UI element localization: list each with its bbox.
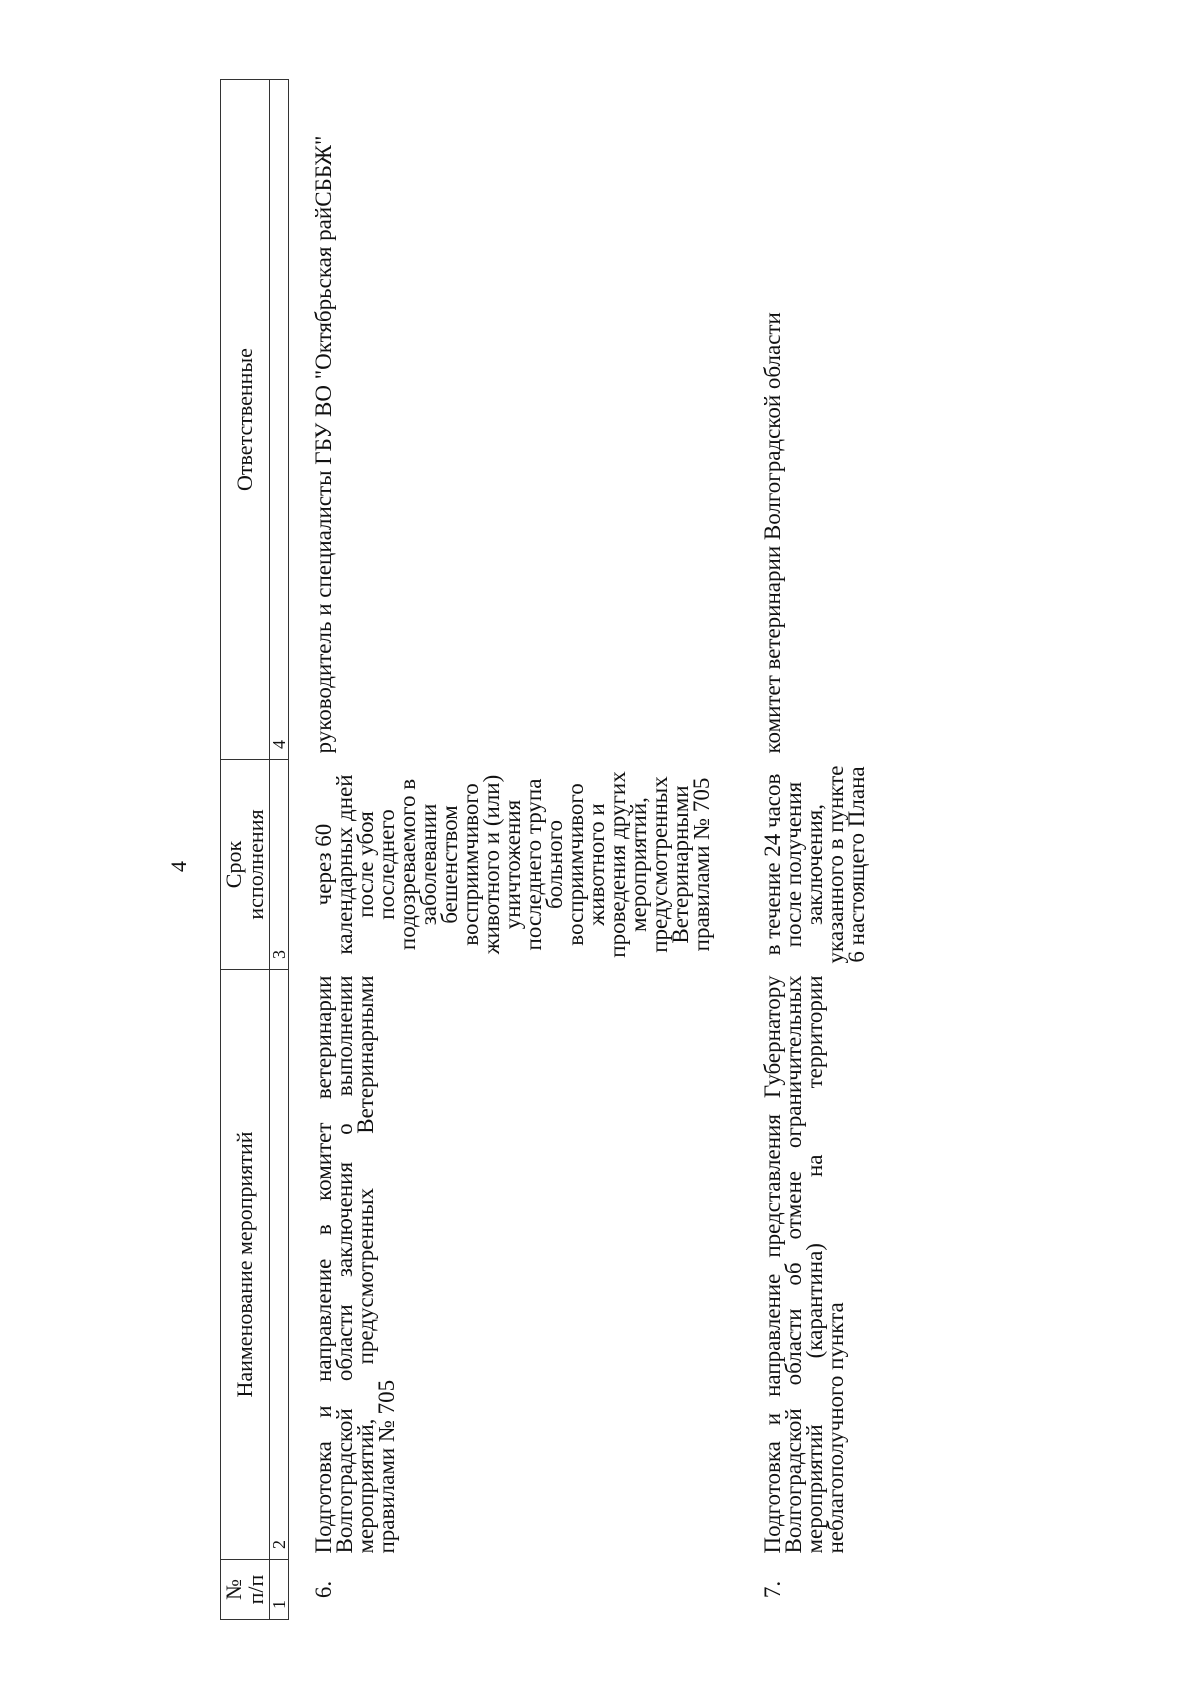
table-header-row [221, 80, 270, 1620]
table-row [738, 80, 893, 1620]
column-number: 2 [270, 970, 289, 1560]
row-name: Подготовка и направление представления Губернатору Волгоградской области об отмене ограничительных мероприятий (карантина) на территории неблагополучного пункта [760, 975, 848, 1554]
row-number: 7. [760, 1580, 785, 1599]
row-term: в течение 24 часов после получения заключения, указанного в пункте 6 настоящего Плана [760, 765, 869, 964]
row-term: через 60 календарных дней после убоя последнего подозреваемого в заболевании бешенством восприимчивого животного и (или) уничтожения последнего трупа больного восприимчивого животного и проведения других мероприятий, предусмотренных Ветеринарными правилами № 705 [311, 771, 714, 958]
column-number: 4 [270, 80, 289, 760]
header-number: № п/п [221, 1560, 270, 1620]
page-number: 4 [166, 861, 191, 872]
row-number: 6. [311, 1580, 336, 1599]
plan-table [220, 79, 893, 1620]
table-row [289, 80, 739, 1620]
row-name: Подготовка и направление в комитет ветеринарии Волгоградской области заключения о выполнении мероприятий, предусмотренных Ветеринарными правилами № 705 [311, 975, 399, 1554]
header-name: Наименование мероприятий [221, 970, 270, 1560]
rotated-page-content [160, 80, 1040, 1620]
header-responsible: Ответственные [221, 80, 270, 760]
header-term: Срок исполнения [221, 760, 270, 970]
column-number-row [270, 80, 289, 1620]
row-responsible: комитет ветеринарии Волгоградской области [760, 312, 785, 754]
column-number: 1 [270, 1560, 289, 1620]
column-number: 3 [270, 760, 289, 970]
row-responsible: руководитель и специалисты ГБУ ВО "Октябрьская райСББЖ" [311, 135, 336, 754]
